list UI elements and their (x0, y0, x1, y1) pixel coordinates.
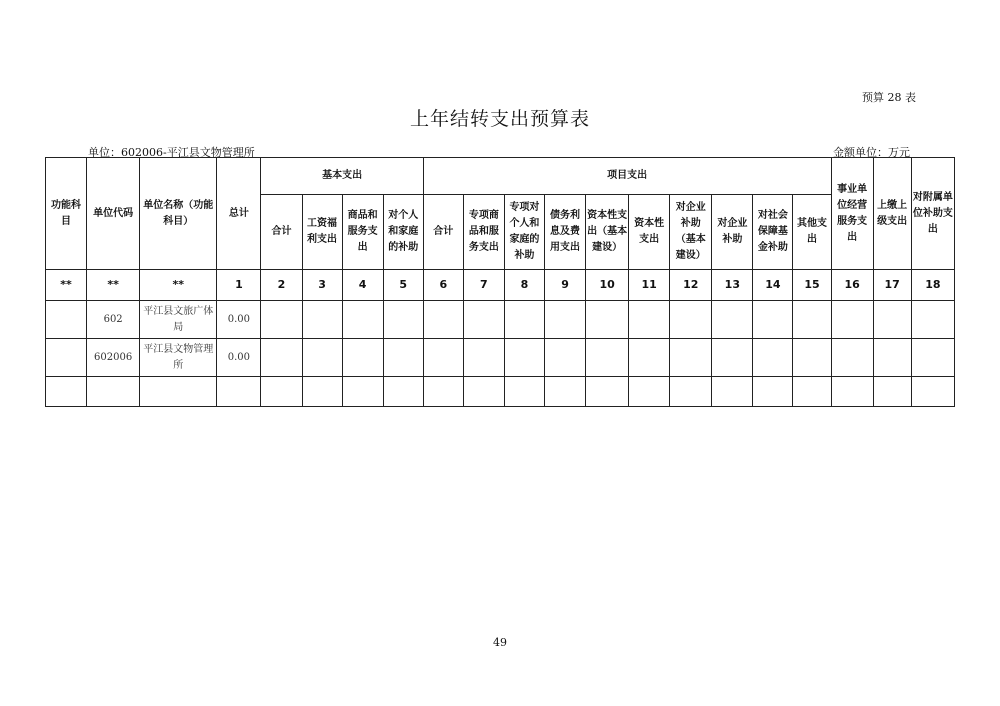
index-cell: 5 (383, 270, 423, 301)
header-func-subject: 功能科目 (46, 158, 87, 270)
amount-unit-label: 金额单位：万元 (833, 146, 910, 159)
header-total: 总计 (217, 158, 261, 270)
budget-table (45, 157, 955, 407)
index-cell: 6 (423, 270, 463, 301)
header-social-fund: 对社会保障基金补助 (753, 195, 793, 270)
func-subject-cell (46, 301, 87, 339)
header-business-service: 事业单位经营服务支出 (831, 158, 873, 270)
header-project-group: 项目支出 (423, 158, 831, 195)
index-cell: 9 (544, 270, 585, 301)
header-affiliated: 对附属单位补助支出 (911, 158, 954, 270)
index-cell: ** (140, 270, 217, 301)
header-personal-subsidy: 对个人和家庭的补助 (383, 195, 423, 270)
unit-code-cell: 602 (87, 301, 140, 339)
total-cell: 0.00 (217, 339, 261, 377)
index-cell: 2 (261, 270, 302, 301)
index-cell: ** (46, 270, 87, 301)
header-enterprise-build: 对企业补助（基本建设） (670, 195, 712, 270)
unit-name-cell: 平江县文物管理所 (140, 339, 217, 377)
form-number: 预算 28 表 (862, 91, 916, 104)
index-cell: 14 (753, 270, 793, 301)
table-row (46, 301, 955, 339)
index-cell: 10 (586, 270, 629, 301)
header-project-total: 合计 (423, 195, 463, 270)
func-subject-cell (46, 339, 87, 377)
header-basic-total: 合计 (261, 195, 302, 270)
index-row (46, 270, 955, 301)
header-other: 其他支出 (793, 195, 831, 270)
header-capital: 资本性支出 (629, 195, 670, 270)
header-unit-name: 单位名称（功能科目） (140, 158, 217, 270)
header-proj-goods: 专项商品和服务支出 (463, 195, 504, 270)
total-cell: 0.00 (217, 301, 261, 339)
index-cell: 7 (463, 270, 504, 301)
index-cell: 8 (504, 270, 544, 301)
header-basic-group: 基本支出 (261, 158, 423, 195)
index-cell: 11 (629, 270, 670, 301)
header-enterprise: 对企业补助 (712, 195, 753, 270)
index-cell: 17 (873, 270, 911, 301)
index-cell: 13 (712, 270, 753, 301)
header-debt-interest: 债务利息及费用支出 (544, 195, 585, 270)
index-cell: 1 (217, 270, 261, 301)
header-capital-build: 资本性支出（基本建设） (586, 195, 629, 270)
index-cell: 12 (670, 270, 712, 301)
header-row-group (46, 158, 955, 195)
header-upper-pay: 上缴上级支出 (873, 158, 911, 270)
header-proj-personal: 专项对个人和家庭的补助 (504, 195, 544, 270)
header-goods-services: 商品和服务支出 (342, 195, 383, 270)
index-cell: 16 (831, 270, 873, 301)
header-salary: 工资福利支出 (302, 195, 342, 270)
index-cell: 18 (911, 270, 954, 301)
unit-label: 单位：602006-平江县文物管理所 (88, 146, 255, 159)
index-cell: 15 (793, 270, 831, 301)
index-cell: ** (87, 270, 140, 301)
unit-code-cell: 602006 (87, 339, 140, 377)
table-row (46, 339, 955, 377)
header-unit-code: 单位代码 (87, 158, 140, 270)
page-number: 49 (493, 636, 507, 649)
table-row-empty (46, 377, 955, 407)
unit-name-cell: 平江县文旅广体局 (140, 301, 217, 339)
index-cell: 4 (342, 270, 383, 301)
page-title: 上年结转支出预算表 (409, 108, 590, 130)
index-cell: 3 (302, 270, 342, 301)
